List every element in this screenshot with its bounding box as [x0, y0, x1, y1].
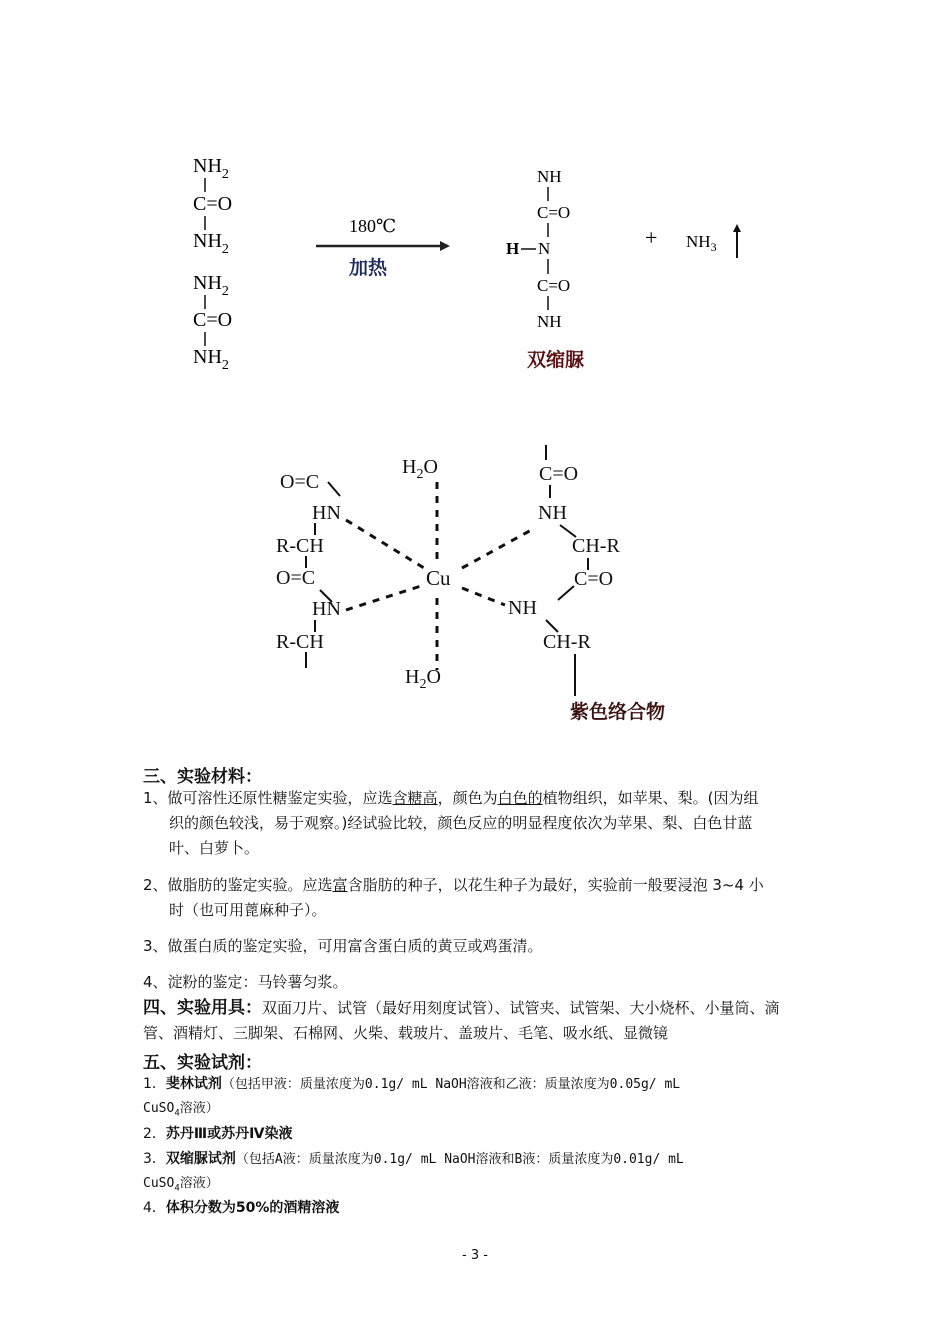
- underlined-rich: 富: [332, 876, 348, 894]
- reagent-3-line2: CuSO$_4$溶液）: [143, 1176, 219, 1194]
- water-bottom: $H_2O$: [405, 666, 441, 692]
- product-co-top: C=O: [537, 203, 571, 222]
- section4-title: 四、实验用具：: [143, 998, 262, 1018]
- item1-line2: 织的颜色较浅，易于观察。)经试验比较，颜色反应的明显程度依次为苹果、梨、白色甘蓝: [169, 814, 753, 832]
- reagent-1-name: 斐林试剂: [165, 1076, 222, 1092]
- section3-item4: 4、淀粉的鉴定：马铃薯匀浆。: [143, 973, 348, 991]
- water-top: $H_2O$: [402, 456, 438, 482]
- reagent-1-line2: CuSO$_4$溶液）: [143, 1101, 219, 1119]
- left-rch-2: R-CH: [276, 631, 324, 653]
- product-co-bottom: C=O: [537, 276, 571, 295]
- coordination-bond: [462, 528, 535, 568]
- item1-line3: 叶、白萝卜。: [169, 839, 260, 857]
- section4: [143, 996, 808, 1046]
- left-rch-1: R-CH: [276, 535, 324, 557]
- bond: [328, 482, 340, 496]
- right-co-1: C=O: [539, 463, 579, 485]
- reagent-2: 2．苏丹Ⅲ或苏丹Ⅳ染液: [143, 1126, 293, 1142]
- right-chr-2: CH-R: [543, 631, 591, 653]
- product-nh-bottom: NH: [537, 312, 562, 331]
- reagent-3-name: 双缩脲试剂: [165, 1151, 236, 1167]
- product-nh-top: NH: [537, 167, 562, 186]
- item2-line1: 2、做脂肪的鉴定实验。应选富含脂肪的种子，以花生种子为最好，实验前一般要浸泡 3~4 小: [143, 876, 764, 894]
- gas-up-arrow-head: [733, 224, 741, 232]
- ammonia: $NH_3$: [686, 232, 717, 254]
- reagent-1: [143, 1072, 808, 1126]
- section5-title: 五、实验试剂：: [143, 1053, 262, 1073]
- product-name-biuret: 双缩脲: [527, 349, 585, 371]
- reactant-top-nh2-2: $NH_2$: [193, 230, 229, 257]
- section3-title: 三、实验材料：: [143, 767, 262, 787]
- product-n: N: [538, 239, 551, 258]
- coordination-bond: [462, 588, 505, 605]
- bond: [558, 586, 574, 600]
- reagent-4-name: 体积分数为50%的酒精溶液: [165, 1200, 340, 1216]
- copper-complex-diagram: [0, 440, 950, 740]
- section4-line2: 管、酒精灯、三脚架、石棉网、火柴、载玻片、盖玻片、毛笔、吸水纸、显微镜: [143, 1024, 669, 1042]
- reactant-top-nh2-1: $NH_2$: [193, 155, 229, 182]
- reagent-2-name: 苏丹Ⅲ或苏丹Ⅳ染液: [165, 1126, 293, 1142]
- left-co-2: O=C: [276, 567, 316, 589]
- coordination-bond: [346, 585, 424, 610]
- condition-temperature: 180℃: [349, 216, 397, 236]
- underlined-white: 白色的: [497, 789, 543, 807]
- product-h: H: [506, 239, 520, 258]
- page-number: - 3 -: [462, 1248, 488, 1263]
- copper-center: Cu: [426, 566, 451, 590]
- reagent-4: 4．体积分数为50%的酒精溶液: [143, 1200, 340, 1216]
- coordination-bond: [346, 520, 424, 568]
- condition-heating: 加热: [349, 257, 388, 279]
- reagent-1-line1: 1．斐林试剂（包括甲液：质量浓度为0.1g/ mL NaOH溶液和乙液：质量浓度为0.05g/ mL: [143, 1076, 681, 1092]
- complex-caption: 紫色络合物: [570, 701, 666, 723]
- left-co-1: O=C: [280, 471, 320, 493]
- reactant-bottom-nh2-1: $NH_2$: [193, 272, 229, 299]
- section3-item1: [143, 786, 808, 861]
- plus-sign: +: [645, 225, 658, 250]
- reactant-top-co: C=O: [193, 193, 233, 215]
- right-chr-1: CH-R: [572, 535, 620, 557]
- right-co-2: C=O: [574, 568, 614, 590]
- underlined-high-sugar: 含糖高: [392, 789, 438, 807]
- section3-item3: 3、做蛋白质的鉴定实验，可用富含蛋白质的黄豆或鸡蛋清。: [143, 937, 543, 955]
- item2-line2: 时（也可用蓖麻种子）。: [169, 901, 327, 919]
- arrow-head: [440, 241, 450, 251]
- right-nh-1: NH: [538, 502, 567, 524]
- left-hn-1: HN: [312, 502, 341, 524]
- section4-line1: 四、实验用具：双面刀片、试管（最好用刻度试管）、试管夹、试管架、大小烧杯、小量筒、滴: [143, 998, 780, 1018]
- reagent-3-line1: 3．双缩脲试剂（包括A液：质量浓度为0.1g/ mL NaOH溶液和B液：质量浓度为0.01g/ mL: [143, 1151, 684, 1167]
- right-nh-2: NH: [508, 597, 537, 619]
- section3-item2: [143, 873, 808, 923]
- reagent-3: [143, 1147, 808, 1201]
- left-hn-2: HN: [312, 598, 341, 620]
- item1-line1: 1、做可溶性还原性糖鉴定实验，应选含糖高，颜色为白色的植物组织，如苹果、梨。(因为组: [143, 789, 759, 807]
- reactant-bottom-nh2-2: $NH_2$: [193, 346, 229, 373]
- reactant-bottom-co: C=O: [193, 309, 233, 331]
